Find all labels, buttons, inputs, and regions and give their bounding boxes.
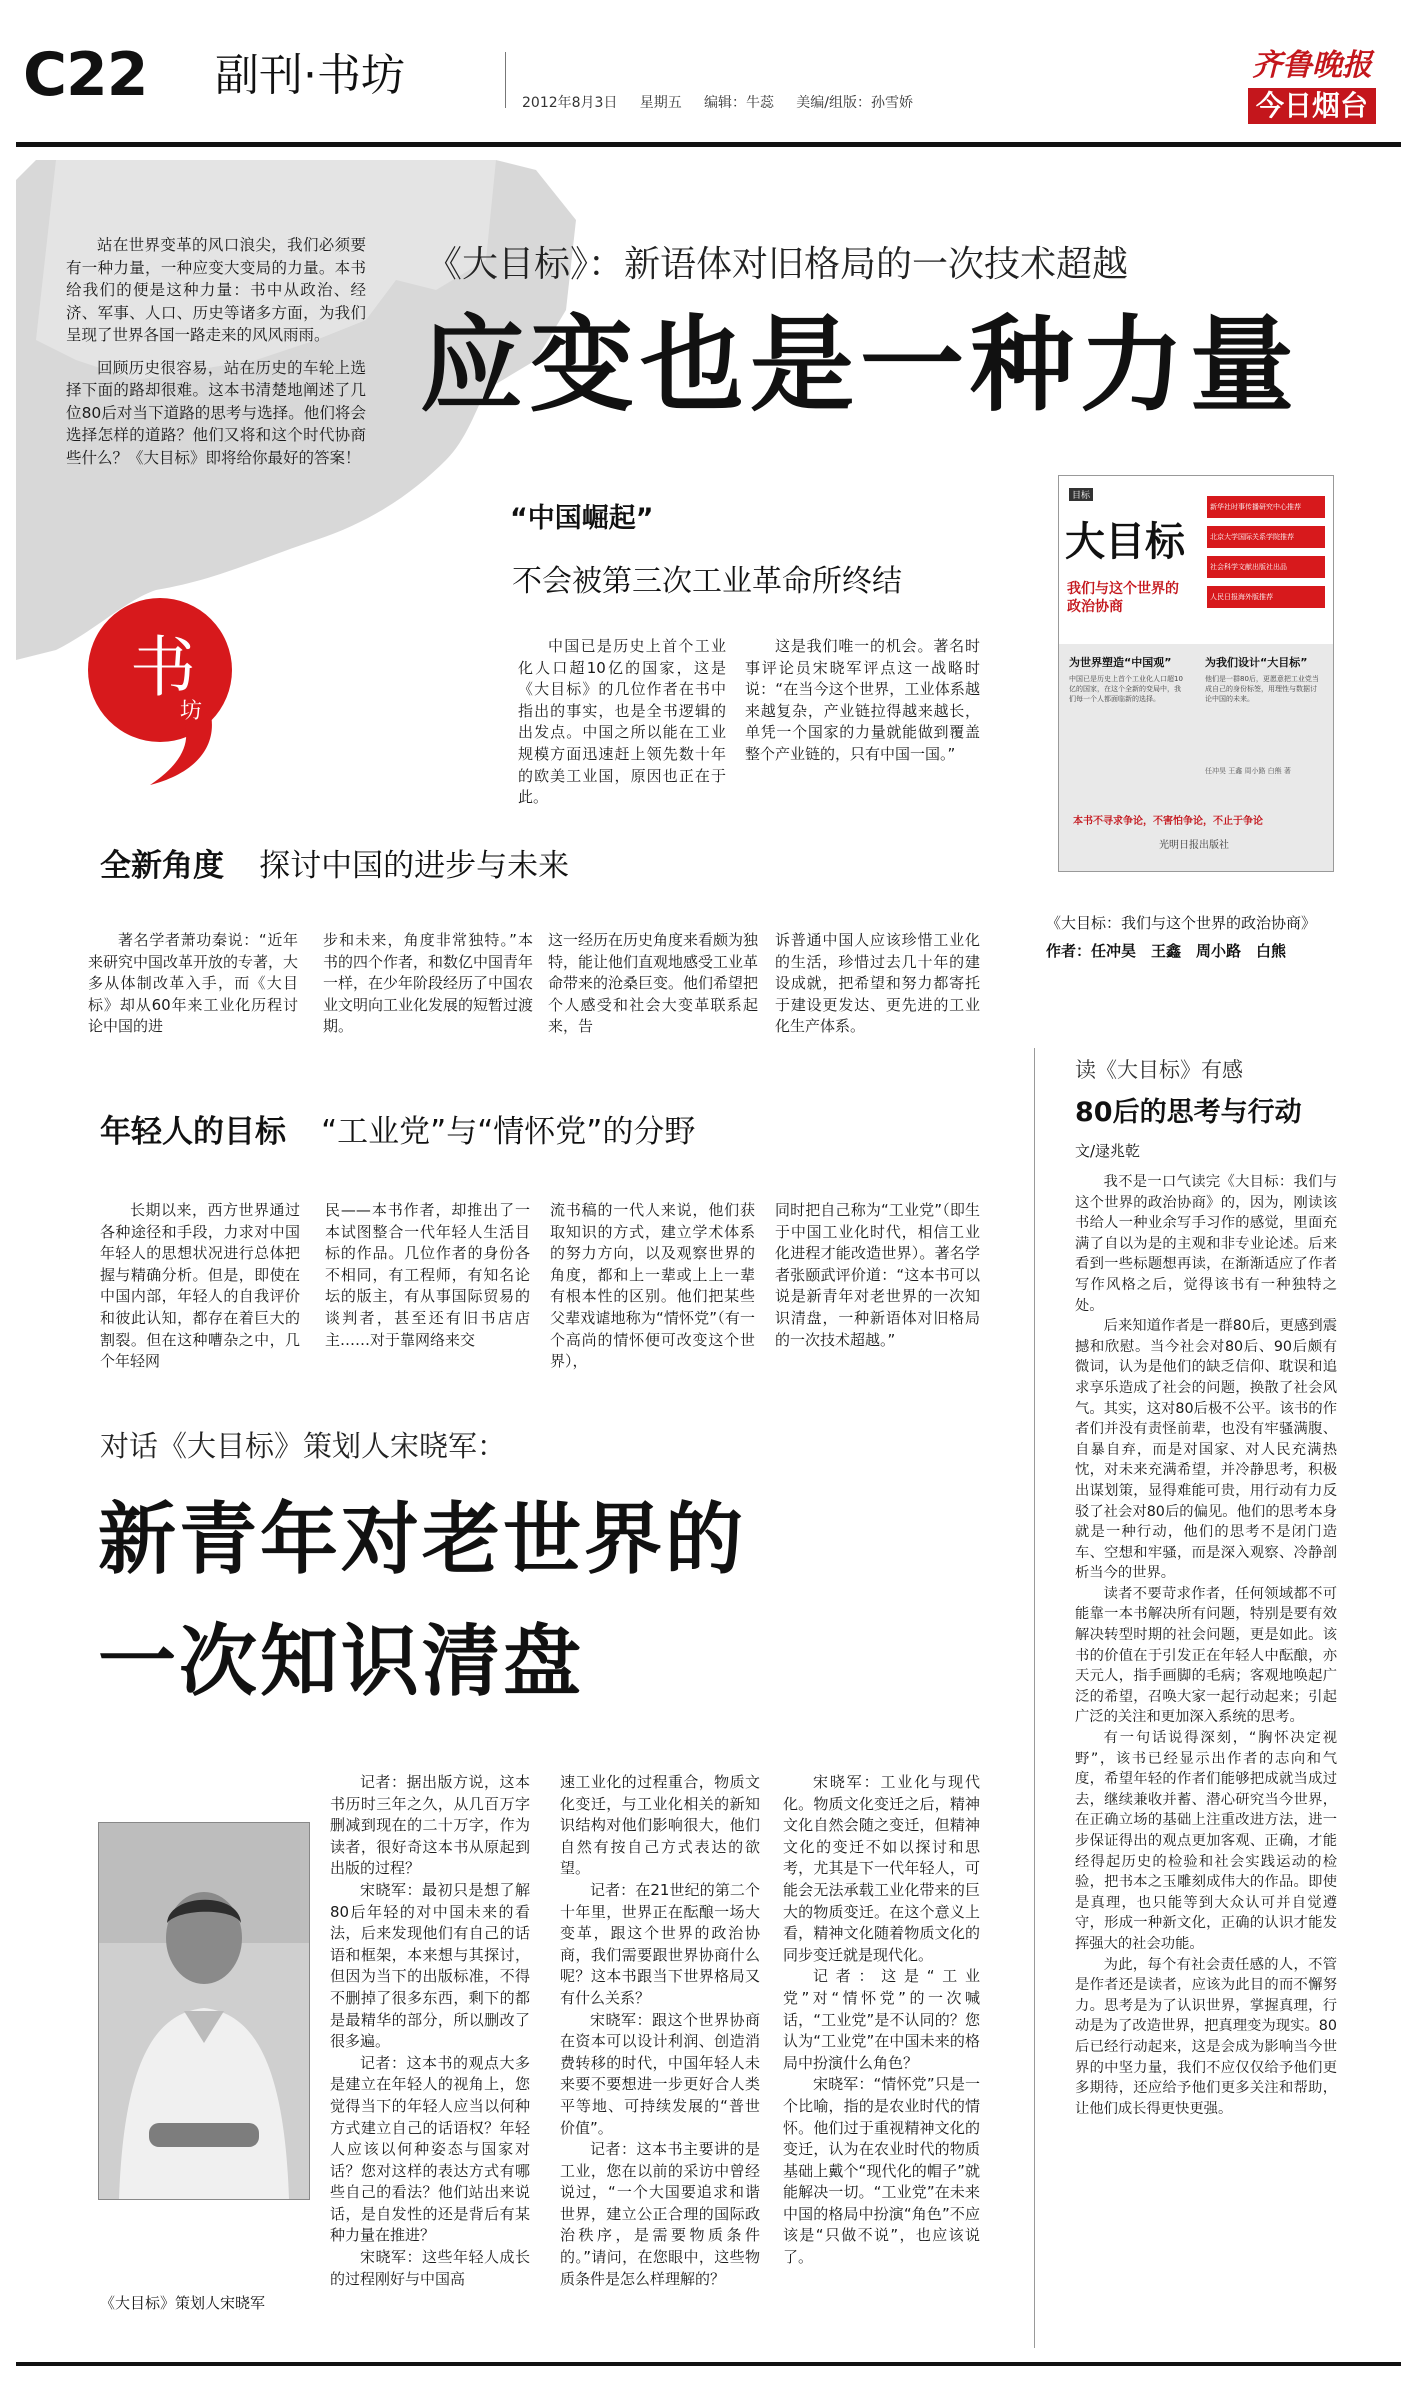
portrait-arms [149, 2123, 259, 2147]
shufang-logo [80, 590, 260, 790]
section3-title: 年轻人的目标 [100, 1114, 286, 1150]
right-title: 80后的思考与行动 [1075, 1097, 1302, 1128]
section2-col-4 [775, 930, 980, 1038]
right-byline: 文/逯兆乾 [1075, 1142, 1141, 1160]
book-bar-2: 北京大学国际关系学院推荐 [1207, 526, 1325, 548]
interview-c1c: 记者：这本书的观点大多是建立在年轻人的视角上，您觉得当下的年轻人应当以何种方式建立自己的话语权？年轻人应该以何种姿态与国家对话？您对这样的表达方式有哪些自己的看法？他们站出来说话，是自发性的还是背后有某种力量在推进？ [330, 2053, 530, 2245]
book-left-heading: 为世界塑造“中国观” [1069, 656, 1172, 669]
book-slogan: 本书不寻求争论，不害怕争论，不止于争论 [1073, 816, 1263, 827]
section1-subtitle: 不会被第三次工业革命所终结 [512, 564, 902, 599]
section2-heading [100, 840, 569, 885]
header-divider [505, 52, 506, 108]
interview-title-line-2: 一次知识清盘 [98, 1616, 585, 1707]
issue-date: 2012年8月3日 [522, 95, 618, 111]
book-bar-3: 社会科学文献出版社出品 [1207, 556, 1325, 578]
book-title: 大目标 [1065, 519, 1185, 565]
interview-c3c: 宋晓军：“情怀党”只是一个比喻，指的是农业时代的情怀。他们过于重视精神文化的变迁，认为在农业时代的物质基础上戴个“现代化的帽子”就能解决一切。“工业党”在未来中国的格局中扮演“角色”不应该是“只做不说”，也应该说了。 [783, 2075, 980, 2267]
book-authors-line: 任冲昊 王鑫 周小路 白熊 著 [1205, 767, 1291, 775]
interviewee-photo [98, 1822, 310, 2200]
interview-col-1 [330, 1772, 530, 2290]
page-number: C22 [23, 40, 148, 110]
section1-col2-text: 这是我们唯一的机会。著名时事评论员宋晓军评点这一战略时说：“在当今这个世界，工业体系越来越复杂，产业链拉得越来越长，单凭一个国家的力量就能做到覆盖整个产业链的，只有中国一国。” [745, 637, 980, 763]
interview-c1a: 记者：据出版方说，这本书历时三年之久，从几百万字删减到现在的二十万字，作为读者，很好奇这本书从原起到出版的过程？ [330, 1773, 530, 1878]
section3-c4: 同时把自己称为“工业党”（即生于中国工业化时代，相信工业化进程才能改造世界）。著名学者张颐武评价道：“这本书可以说是新青年对老世界的一次知识清盘，一种新语体对旧格局的一次技术超越。” [775, 1201, 980, 1349]
logo-main-char: 书 [130, 629, 196, 706]
section3-col-1 [100, 1200, 300, 1373]
book-caption-title: 《大目标：我们与这个世界的政治协商》 [1046, 914, 1317, 932]
right-p3: 读者不要苛求作者，任何领域都不可能靠一本书解决所有问题，特别是要有效解决转型时期的社会问题，更是如此。该书的价值在于引发正在年轻人中酝酿，亦天元人，指手画脚的毛病；客观地唤起广泛的希望，召唤大家一起行动起来；引起广泛的关注和更加深入系统的思考。 [1075, 1585, 1337, 1726]
intro-text [66, 234, 366, 469]
right-p4: 有一句话说得深刻，“胸怀决定视野”，该书已经显示出作者的志向和气度，希望年轻的作者们能够把成就当成过去，继续兼收并蓄、潜心研究当今世界，在正确立场的基础上注重改进方法，进一步保证得出的观点更加客观、正确，才能经得起历史的检验和社会实践运动的检验，把书本之玉雕刻成伟大的作品。即使是真理，也只能等到大众认可并自觉遵守，形成一种新文化，正确的认识才能发挥强大的社会功能。 [1075, 1730, 1337, 1952]
interview-title-line-1: 新青年对老世界的 [98, 1494, 747, 1585]
section2-c3: 这一经历在历史角度来看颇为独特，能让他们直观地感受工业革命带来的沧桑巨变。他们希望把个人感受和社会大变革联系起来，告 [548, 931, 759, 1036]
interview-c2b: 记者：在21世纪的第二个十年里，世界正在酝酿一场大变革，跟这个世界的政治协商，我们需要跟世界协商什么呢？这本书跟当下世界格局又有什么关系？ [560, 1880, 760, 2007]
interview-c3a: 宋晓军：工业化与现代化。物质文化变迁之后，精神文化自然会随之变迁，但精神文化的变迁不如以探讨和思考，尤其是下一代年轻人，可能会无法承载工业化带来的巨大的物质变迁。在这个意义上看，精神文化随着物质文化的同步变迁就是现代化。 [783, 1773, 980, 1964]
headline-title: 应变也是一种力量 [420, 303, 1301, 426]
section1-kicker: “中国崛起” [510, 503, 654, 534]
book-right-heading: 为我们设计“大目标” [1205, 656, 1308, 669]
edition-badge: 今日烟台 [1248, 88, 1376, 124]
right-kicker: 读《大目标》有感 [1075, 1058, 1243, 1082]
newspaper-logo: 齐鲁晚报 [1252, 48, 1372, 83]
section2-title: 全新角度 [100, 848, 224, 884]
section-dot: · [303, 50, 317, 101]
photo-caption: 《大目标》策划人宋晓军 [100, 2294, 266, 2312]
header-rule [16, 142, 1401, 147]
section2-col-1 [88, 930, 298, 1038]
section3-subtitle: “工业党”与“情怀党”的分野 [321, 1114, 696, 1150]
book-red-bars [1207, 496, 1325, 608]
right-p2: 后来知道作者是一群80后，更感到震撼和欣慰。当今社会对80后、90后颇有微词，认为是他们的缺乏信仰、耽误和追求享乐造成了社会的问题，换散了社会风气。其实，这对80后极不公平。该书的作者们并没有责怪前辈，也没有牢骚满腹、自暴自弃，而是对国家、对人民充满热忱，对未来充满希望，并冷静思考，积极出谋划策，显得难能可贵，用行动有力反驳了社会对80后的偏见。他们的思考本身就是一种行动，他们的思考不是闭门造车、空想和牢骚，而是深入观察、冷静剖析当今的世界。 [1075, 1318, 1337, 1582]
portrait-illustration [99, 1823, 309, 2199]
section3-c1: 长期以来，西方世界通过各种途径和手段，力求对中国年轻人的思想状况进行总体把握与精确分析。但是，即使在中国内部，年轻人的自我评价和彼此认知，都存在着巨大的割裂。但在这种嘈杂之中，几个年轻网 [100, 1201, 300, 1371]
book-caption-authors: 作者：任冲昊 王鑫 周小路 白熊 [1046, 942, 1287, 960]
book-right-text: 他们是一群80后，更愿意把工业党当成自己的身份标签，用理性与数据讨论中国的未来。 [1205, 675, 1319, 703]
interview-c2c: 宋晓军：跟这个世界协商在资本可以设计利润、创造消费转移的时代，中国年轻人未来要不要想进一步更好合人类平等地、可持续发展的“普世价值”。 [560, 2010, 760, 2137]
section3-col-4 [775, 1200, 980, 1351]
section2-subtitle: 探讨中国的进步与未来 [259, 848, 570, 884]
right-p5: 为此，每个有社会责任感的人，不管是作者还是读者，应该为此目的而不懈努力。思考是为了认识世界，掌握真理，行动是为了改造世界，把真理变为现实。80后已经行动起来，这是会成为影响当今世界的中坚力量，我们不应仅仅给予他们更多期待，还应给予他们更多关注和帮助，让他们成长得更快更强。 [1075, 1956, 1337, 2117]
section1-column-2 [745, 636, 980, 766]
book-left-text: 中国已是历史上首个工业化人口超10亿的国家，在这个全新的变局中，我们每一个人都面临新的选择。 [1069, 675, 1183, 703]
subsection-name: 书坊 [317, 50, 405, 101]
book-subtitle: 我们与这个世界的政治协商 [1067, 581, 1179, 615]
book-bar-1: 新华社时事传播研究中心推荐 [1207, 496, 1325, 518]
right-column-divider [1034, 1048, 1035, 2348]
section3-col-3 [550, 1200, 755, 1373]
book-small-tag: 目标 [1069, 488, 1093, 501]
right-article-body [1075, 1172, 1337, 2119]
right-p1: 我不是一口气读完《大目标：我们与这个世界的政治协商》的，因为，刚读该书给人一种业余写手习作的感觉，里面充满了自以为是的主观和非专业论述。后来看到一些标题想再读，在渐渐适应了作者写作风格之后，觉得该书有一种独特之处。 [1075, 1174, 1337, 1314]
section-title [215, 48, 405, 104]
section-name: 副刊 [215, 50, 303, 101]
section2-c1: 著名学者萧功秦说：“近年来研究中国改革开放的专著，大多从体制改革入手，而《大目标》却从60年来工业化历程讨论中国的进 [88, 931, 299, 1036]
interview-col-2 [560, 1772, 760, 2290]
headline-kicker: 《大目标》：新语体对旧格局的一次技术超越 [426, 244, 1129, 285]
designer-credit: 美编/组版：孙雪娇 [796, 95, 913, 111]
interview-col-3 [783, 1772, 980, 2269]
section1-col1-text: 中国已是历史上首个工业化人口超10亿的国家，这是《大目标》的几位作者在书中指出的事实，也是全书逻辑的出发点。中国之所以能在工业规模方面迅速赶上领先数十年的欧美工业国，原因也正在于此。 [518, 637, 726, 807]
section2-col-2 [323, 930, 533, 1038]
intro-paragraph-1: 站在世界变革的风口浪尖，我们必须要有一种力量，一种应变大变局的力量。本书给我们的便是这种力量：书中从政治、经济、军事、人口、历史等诸多方面，为我们呈现了世界各国一路走来的风风雨雨。 [66, 236, 366, 344]
section1-column-1 [518, 636, 726, 809]
interview-c3b: 记者：这是“工业党”对“情怀党”的一次喊话，“工业党”是不认同的？您认为“工业党”在中国未来的格局中扮演什么角色？ [783, 1967, 980, 2072]
section3-c3: 流书稿的一代人来说，他们获取知识的方式，建立学术体系的努力方向，以及观察世界的角度，都和上一辈或上上一辈有根本性的区别。他们把某些父辈戏谑地称为“情怀党”（有一个高尚的情怀便可改变这个世界）， [550, 1201, 755, 1371]
section3-c2: 民——本书作者，却推出了一本试图整合一代年轻人生活目标的作品。几位作者的身份各不相同，有工程师，有知名论坛的版主，有从事国际贸易的谈判者，甚至还有旧书店店主……对于靠网络来交 [325, 1201, 530, 1349]
section2-c2: 步和未来，角度非常独特。”本书的四个作者，和数亿中国青年一样，在少年阶段经历了中国农业文明向工业化发展的短暂过渡期。 [323, 931, 534, 1036]
editor-credit: 编辑：牛蕊 [703, 95, 774, 111]
section3-heading [100, 1106, 695, 1151]
book-cover [1058, 475, 1334, 872]
interview-c1b: 宋晓军：最初只是想了解80后年轻的对中国未来的看法，后来发现他们有自己的话语和框架，本来想与其探讨，但因为当下的出版标准，不得不删掉了很多东西，剩下的都是最精华的部分，所以删改了很多遍。 [330, 1880, 530, 2051]
interview-c2d: 记者：这本书主要讲的是工业，您在以前的采访中曾经说过，“一个大国要追求和谐世界，建立公正合理的国际政治秩序，是需要物质条件的。”请问，在您眼中，这些物质条件是怎么样理解的？ [560, 2140, 760, 2288]
section2-col-3 [548, 930, 758, 1038]
intro-paragraph-2: 回顾历史很容易，站在历史的车轮上选择下面的路却很难。这本书清楚地阐述了几位80后对当下道路的思考与选择。他们将会选择怎样的道路？他们又将和这个时代协商些什么？《大目标》即将给你最好的答案！ [66, 358, 366, 467]
header-meta [522, 92, 913, 112]
section2-c4: 诉普通中国人应该珍惜工业化的生活，珍惜过去几十年的建设成就，把希望和努力都寄托于建设更发达、更先进的工业化生产体系。 [775, 931, 980, 1036]
interview-kicker: 对话《大目标》策划人宋晓军： [100, 1429, 507, 1463]
book-bar-4: 人民日报海外版推荐 [1207, 586, 1325, 608]
footer-rule [16, 2362, 1401, 2366]
book-publisher: 光明日报出版社 [1159, 840, 1229, 851]
section3-col-2 [325, 1200, 530, 1351]
issue-weekday: 星期五 [639, 95, 682, 111]
interview-c1d: 宋晓军：这些年轻人成长的过程刚好与中国高 [330, 2248, 530, 2288]
interview-c2a: 速工业化的过程重合，物质文化变迁，与工业化相关的新知识结构对他们影响很大，他们自然有按自己方式表达的欲望。 [560, 1773, 760, 1878]
logo-sub-char: 坊 [180, 699, 203, 724]
